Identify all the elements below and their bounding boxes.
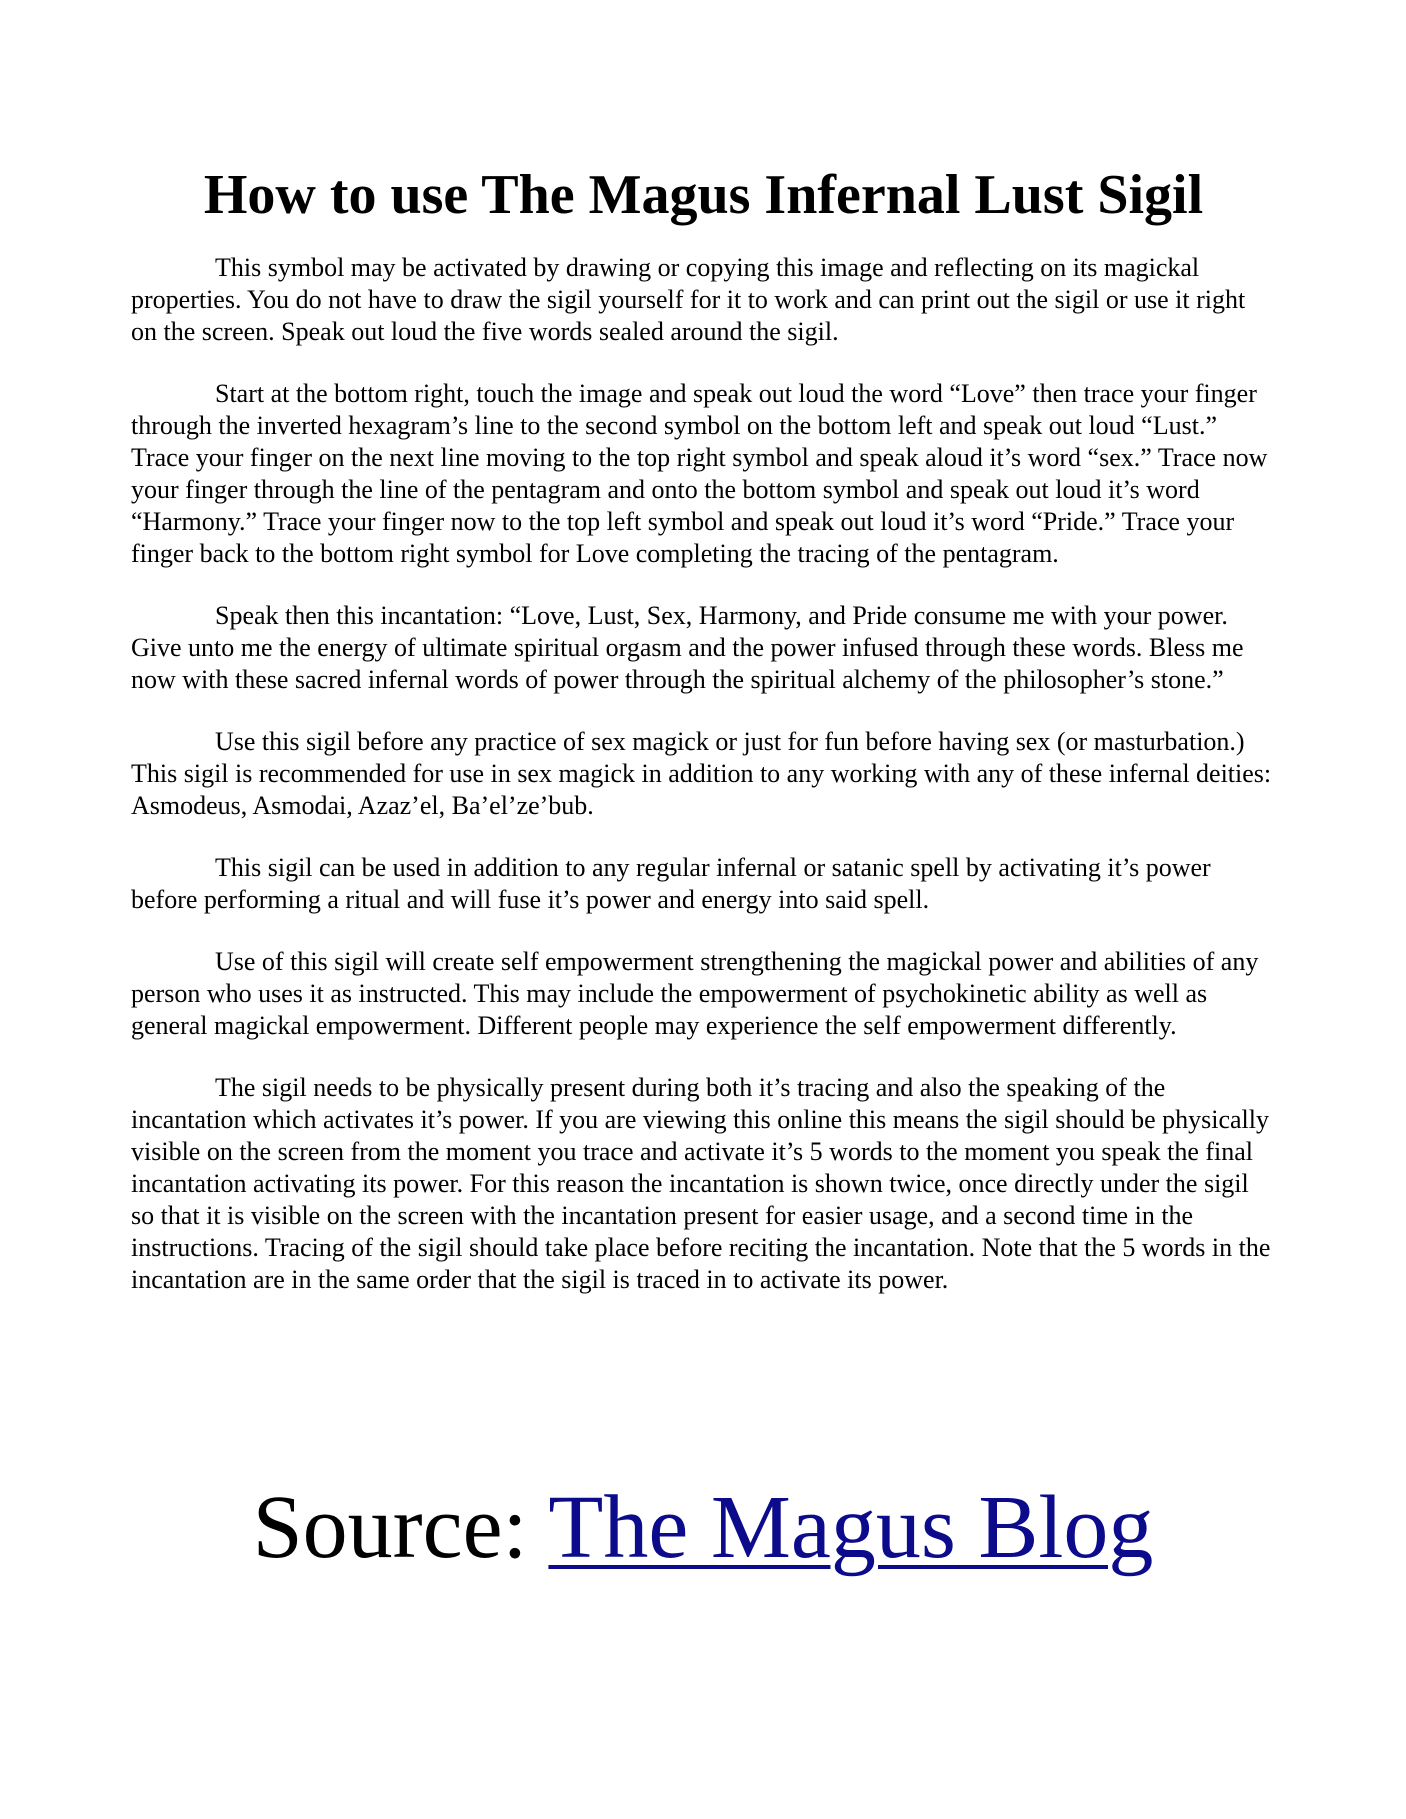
source-link[interactable]: The Magus Blog: [548, 1478, 1154, 1577]
page-title: How to use The Magus Infernal Lust Sigil: [203, 164, 1204, 226]
paragraph-tracing: Start at the bottom right, touch the image and speak out loud the word “Love” then trace your finger through the inverted hexagram’s line to the second symbol on the bottom left and speak out loud “Lust.” Trace your finger on the next line moving to the top right symbol and speak aloud it’s word “sex.” Trace now your finger through the line of the pentagram and onto the bottom symbol and speak out loud it’s word “Harmony.” Trace your finger now to the top left symbol and speak out loud it’s word “Pride.” Trace your finger back to the bottom right symbol for Love completing the tracing of the pentagram.: [131, 379, 1268, 568]
paragraph-empowerment: Use of this sigil will create self empowerment strengthening the magickal power and abilities of any person who uses it as instructed. This may include the empowerment of psychokinetic ability as well as general magickal empowerment. Different people may experience the self empowerment differently.: [131, 947, 1259, 1040]
source-line: [0, 1478, 1406, 1578]
paragraph-incantation: Speak then this incantation: “Love, Lust, Sex, Harmony, and Pride consume me with your power. Give unto me the energy of ultimate spiritual orgasm and the power infused through these words. Bless me now with these sacred infernal words of power through the spiritual alchemy of the philosopher’s stone.”: [131, 601, 1244, 694]
paragraph-presence: The sigil needs to be physically present during both it’s tracing and also the speaking of the incantation which activates it’s power. If you are viewing this online this means the sigil should be physically visible on the screen from the moment you trace and activate it’s 5 words to the moment you speak the final incantation activating its power. For this reason the incantation is shown twice, once directly under the sigil so that it is visible on the screen with the incantation present for easier usage, and a second time in the instructions. Tracing of the sigil should take place before reciting the incantation. Note that the 5 words in the incantation are in the same order that the sigil is traced in to activate its power.: [131, 1073, 1271, 1294]
source-label: Source:: [252, 1478, 549, 1577]
paragraph-spells: This sigil can be used in addition to any regular infernal or satanic spell by activating it’s power before performing a ritual and will fuse it’s power and energy into said spell.: [131, 853, 1211, 914]
paragraph-activation: This symbol may be activated by drawing or copying this image and reflecting on its magickal properties. You do not have to draw the sigil yourself for it to work and can print out the sigil or use it right on the screen. Speak out loud the five words sealed around the sigil.: [131, 253, 1246, 346]
document-page: [131, 160, 1276, 1326]
paragraph-usage: Use this sigil before any practice of sex magick or just for fun before having sex (or masturbation.) This sigil is recommended for use in sex magick in addition to any working with any of these infernal deities: Asmodeus, Asmodai, Azaz’el, Ba’el’ze’bub.: [131, 727, 1272, 820]
